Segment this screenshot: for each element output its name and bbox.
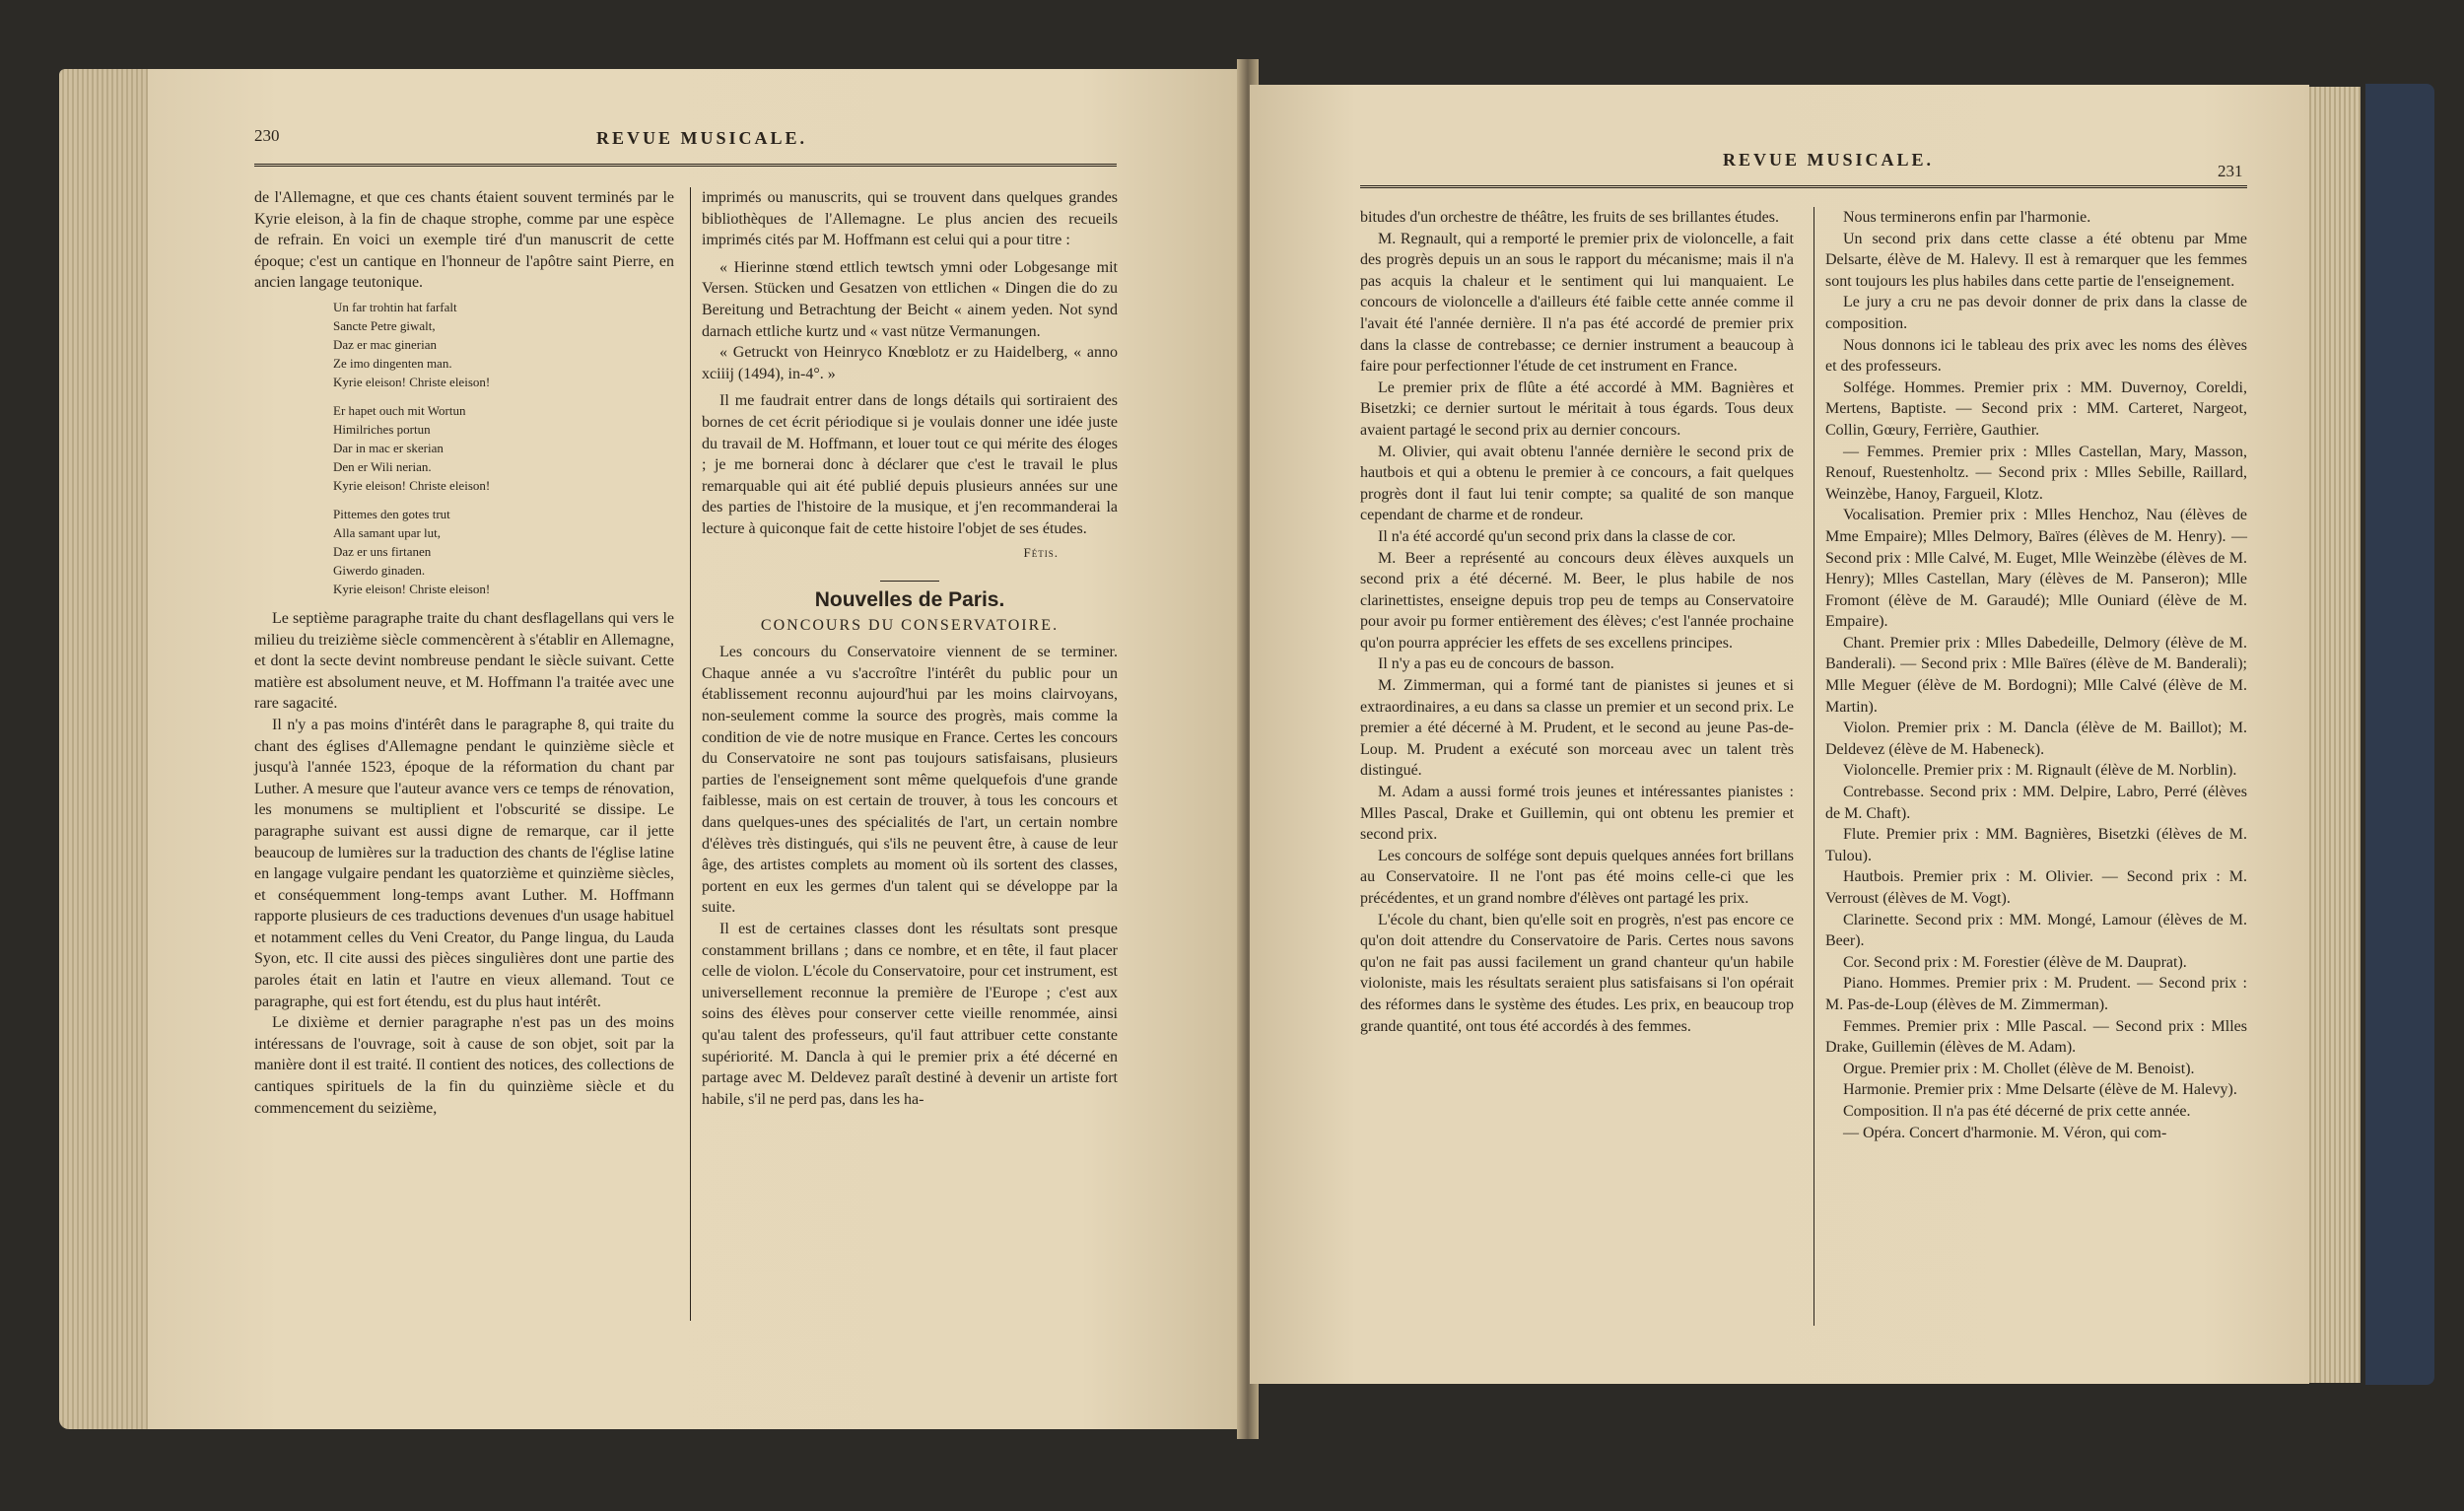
left-column-1	[254, 187, 674, 1119]
quote: « Hierinne stœnd ettlich tewtsch ymni oder Lobgesange mit Versen. Stücken und Gesatzen von ettlichen « Dingen die do zu Bereitung und Betrachtung der Beicht « ainem yeden. Not synd darnach ettliche kurtz und « vast nütze Vermanungen.	[702, 258, 1118, 340]
left-page-edges	[59, 69, 158, 1429]
section-subtitle: CONCOURS DU CONSERVATOIRE.	[760, 616, 1060, 634]
verse-line: Kyrie eleison! Christe eleison!	[333, 477, 491, 493]
paragraph: M. Beer a représenté au concours deux élèves auxquels un second prix a été décerné. M. Beer, le plus habile de nos clarinettistes, enseigne depuis trop peu de temps au Conservatoire pour avoir pu former entièrement des élèves; c'est l'année prochaine qu'on pourra apprécier les effets de ses excellens principes.	[1360, 549, 1794, 652]
paragraph: M. Regnault, qui a remporté le premier prix de violoncelle, a fait des progrès depuis un an sous le rapport du mécanisme; mais il n'a pas acquis la chaleur et le sentiment qui lui manquaient. Le concours de violoncelle a d'ailleurs été faible cette année comme il l'avait été l'année dernière. Il n'a pas été accordé de premier prix dans la classe de contrebasse; ce dernier instrument a beaucoup à faire pour perfectionner l'étude de cet instrument en France.	[1360, 230, 1794, 376]
verse-line: Daz er uns firtanen	[333, 543, 432, 559]
prize-entry: Cor. Second prix : M. Forestier (élève de M. Dauprat).	[1843, 953, 2187, 971]
prize-entry: Clarinette. Second prix : MM. Mongé, Lamour (élèves de M. Beer).	[1825, 911, 2247, 950]
paragraph: Le dixième et dernier paragraphe n'est pas un des moins intéressans de l'ouvrage, soit à cause de son objet, soit par la manière dont il est traité. Il contient des notices, des collections de cantiques spirituels de la fin du quinzième siècle et du commencement du seizième,	[254, 1014, 674, 1117]
prize-entry: Contrebasse. Second prix : MM. Delpire, Labro, Perré (élèves de M. Chaft).	[1825, 784, 2247, 822]
paragraph: Le jury a cru ne pas devoir donner de prix dans la classe de composition.	[1825, 294, 2247, 332]
right-column-1	[1360, 207, 1794, 1037]
section-title: Nouvelles de Paris.	[814, 588, 1005, 612]
prize-entry: Violon. Premier prix : M. Dancla (élève de M. Baillot); M. Deldevez (élève de M. Habeneck).	[1825, 720, 2247, 758]
verse-line: Alla samant upar lut,	[333, 524, 442, 540]
paragraph: M. Olivier, qui avait obtenu l'année dernière le second prix de hautbois et qui a obtenu le premier à ce concours, a fait quelques progrès dont il faut lui tenir compte; sa qualité de son manque cependant de charme et de rondeur.	[1360, 443, 1794, 524]
prize-entry: Solfége. Hommes. Premier prix : MM. Duvernoy, Coreldi, Mertens, Baptiste. — Second prix : MM. Carteret, Nargeot, Collin, Gœury, Ferrière, Gauthier.	[1825, 378, 2247, 439]
left-column-rule	[690, 187, 691, 1321]
prize-entry: — Opéra. Concert d'harmonie. M. Véron, qui com-	[1843, 1124, 2167, 1141]
signature: Fétis.	[1023, 544, 1059, 560]
verse-line: Kyrie eleison! Christe eleison!	[333, 581, 491, 596]
right-page-edges	[2301, 87, 2361, 1383]
prize-entry: Harmonie. Premier prix : Mme Delsarte (élève de M. Halevy).	[1843, 1081, 2237, 1099]
verse-line: Sancte Petre giwalt,	[333, 317, 436, 333]
paragraph: Il n'y a pas moins d'intérêt dans le paragraphe 8, qui traite du chant des églises d'Allemagne pendant le quinzième siècle et jusqu'à l'année 1523, époque de la réformation du chant par Luther. A mesure que l'auteur avance vers ce temps de rénovation, les monumens se multiplient et l'obscurité se dissipe. Le paragraphe suivant est aussi digne de remarque, car il jette beaucoup de lumières sur la traduction des chants de l'église latine en langage vulgaire pendant les quatorzième et quinzième siècles, et conséquemment long-temps avant Luther. M. Hoffmann rapporte plusieurs de ces traductions devenues d'un usage habituel et notamment celles du Veni Creator, du Pange lingua, du Lauda Syon, etc. Il cite aussi des pièces singulières dont une partie des paroles était en latin et l'autre en vieux allemand. Tout ce paragraphe, qui est fort étendu, est du plus haut intérêt.	[254, 716, 674, 1010]
left-page-number: 230	[254, 126, 280, 145]
verse-line: Den er Wili nerian.	[333, 458, 432, 474]
left-column-2	[702, 187, 1118, 1110]
paragraph: Nous terminerons enfin par l'harmonie.	[1843, 209, 2091, 226]
verse-line: Giwerdo ginaden.	[333, 562, 426, 578]
paragraph: L'école du chant, bien qu'elle soit en progrès, n'est pas encore ce qu'on doit attendre du Conservatoire de Paris. Certes nous savons qu'on ne fait pas aussi facilement un grand chanteur qu'un habile violoniste, mais les résultats seraient plus satisfaisans si l'on opérait des réformes dans le système des études. Les prix, en beaucoup trop grande quantité, ont tous été accordés à des femmes.	[1360, 911, 1794, 1035]
verse-line: Ze imo dingenten man.	[333, 355, 452, 371]
prize-entry: Violoncelle. Premier prix : M. Rignault (élève de M. Norblin).	[1843, 762, 2237, 780]
prize-entry: Hautbois. Premier prix : M. Olivier. — Second prix : M. Verroust (élèves de M. Vogt).	[1825, 868, 2247, 907]
paragraph: bitudes d'un orchestre de théâtre, les fruits de ses brillantes études.	[1360, 209, 1779, 226]
paragraph: Le septième paragraphe traite du chant desflagellans qui vers le milieu du treizième siècle commencèrent à s'établir en Allemagne, et dont la secte devint nombreuse pendant le siècle suivant. Cette matière est absolument neuve, et M. Hoffmann l'a traitée avec une rare sagacité.	[254, 609, 674, 713]
stanza	[333, 505, 674, 598]
right-column-2	[1825, 207, 2247, 1143]
verse-line: Un far trohtin hat farfalt	[333, 299, 457, 314]
prize-entry: Orgue. Premier prix : M. Chollet (élève de M. Benoist).	[1843, 1060, 2195, 1077]
paragraph: Il est de certaines classes dont les résultats sont presque constamment brillans ; dans ce nombre, et en tête, il faut placer celle de violon. L'école du Conservatoire, pour cet instrument, est universellement reconnue la première de l'Europe ; c'est aux soins des élèves pour conserver cette vieille renommée, ainsi qu'au talent des professeurs, qu'il faut attribuer cette constante supériorité. M. Dancla à qui le premier prix a été décerné en partage avec M. Deldevez paraît destiné à devenir un artiste fort habile, s'il ne perd pas, dans les ha-	[702, 921, 1118, 1108]
prize-entry: — Femmes. Premier prix : Mlles Castellan, Mary, Masson, Renouf, Ruestenholtz. — Second prix : Mlles Sebille, Raillard, Weinzèbe, Hanoy, Fargueil, Klotz.	[1825, 443, 2247, 503]
paragraph: M. Adam a aussi formé trois jeunes et intéressantes pianistes : Mlles Pascal, Drake et Guillemin, qui ont obtenu les premier et second prix.	[1360, 784, 1794, 844]
paragraph: Nous donnons ici le tableau des prix avec les noms des élèves et des professeurs.	[1825, 336, 2247, 376]
verse-line: Dar in mac er skerian	[333, 440, 444, 455]
left-running-title: REVUE MUSICALE.	[596, 128, 808, 148]
prize-entry: Femmes. Premier prix : Mlle Pascal. — Second prix : Mlles Drake, Guillemin (élèves de M. Adam).	[1825, 1017, 2247, 1057]
paragraph: Les concours de solfége sont depuis quelques années fort brillans au Conservatoire. Il ne l'ont pas été moins celle-ci que les précédentes, et un grand nombre d'élèves ont partagé les prix.	[1360, 847, 1794, 907]
prize-entry: Piano. Hommes. Premier prix : M. Prudent. — Second prix : M. Pas-de-Loup (élèves de M. Zimmerman).	[1825, 975, 2247, 1013]
paragraph: Le premier prix de flûte a été accordé à MM. Bagnières et Bisetzki; ce dernier surtout le méritait à tous égards. Tous deux avaient partagé le second prix au dernier concours.	[1360, 378, 1794, 439]
left-header-rule	[254, 164, 1117, 167]
verse-line: Kyrie eleison! Christe eleison!	[333, 374, 491, 389]
stanza	[333, 298, 674, 391]
verse-line: Himilriches portun	[333, 421, 431, 437]
paragraph: Il me faudrait entrer dans de longs détails qui sortiraient des bornes de cet écrit périodique si je voulais donner une idée juste du travail de M. Hoffmann, et louer tout ce qui mérite des éloges ; je me bornerai donc à déclarer que c'est le travail le plus remarquable qui ait été publié depuis plusieurs années sur une des parties de l'histoire de la musique, et j'en recommanderai la lecture à quiconque fait de cette histoire l'objet de ses études.	[702, 392, 1118, 537]
verse-line: Pittemes den gotes trut	[333, 506, 450, 521]
right-running-title: REVUE MUSICALE.	[1723, 150, 1935, 170]
verse-line: Daz er mac ginerian	[333, 336, 438, 352]
paragraph: imprimés ou manuscrits, qui se trouvent dans quelques grandes bibliothèques de l'Allemagne. Le plus ancien des recueils imprimés cités par M. Hoffmann est celui qui a pour titre :	[702, 189, 1118, 249]
paragraph: M. Zimmerman, qui a formé tant de pianistes si jeunes et si extraordinaires, a eu dans sa classe un premier et un second prix. Le premier a été décerné à M. Prudent, et le second au jeune Pas-de-Loup. M. Prudent a exécuté son morceau avec un talent très distingué.	[1360, 677, 1794, 780]
section-divider	[880, 581, 939, 582]
stanza	[333, 401, 674, 495]
paragraph: Les concours du Conservatoire viennent de se terminer. Chaque année a vu s'accroître l'intérêt du public pour un établissement reconnu aujourd'hui par les moins clairvoyans, non-seulement comme la source des progrès, mais comme la condition de vie de notre musique en France. Certes les concours du Conservatoire ne sont pas toujours satisfaisans, plusieurs parties de l'enseignement sont même quelquefois d'une grande faiblesse, mais on est certain de trouver, à tous les concours et dans quelques-unes des spécialités de l'art, un certain nombre d'élèves très distingués, qui s'ils ne peuvent être, à cause de leur âge, des artistes complets au moment où ils sortent des classes, portent en eux les germes d'un talent qui se développe par la suite.	[702, 644, 1118, 917]
paragraph: de l'Allemagne, et que ces chants étaient souvent terminés par le Kyrie eleison, à la fin de chaque strophe, comme par une espèce de refrain. En voici un exemple tiré d'un manuscrit de cette époque; c'est un cantique en l'honneur de l'apôtre saint Pierre, en ancien langage teutonique.	[254, 189, 674, 292]
right-page-number: 231	[2218, 162, 2243, 180]
prize-entry: Composition. Il n'a pas été décerné de prix cette année.	[1843, 1102, 2191, 1120]
paragraph: Il n'a été accordé qu'un second prix dans la classe de cor.	[1378, 527, 1736, 545]
paragraph: Il n'y a pas eu de concours de basson.	[1378, 655, 1614, 673]
right-header-rule	[1360, 185, 2247, 188]
verse-line: Er hapet ouch mit Wortun	[333, 402, 466, 418]
prize-entry: Vocalisation. Premier prix : Mlles Henchoz, Nau (élèves de Mme Empaire); Mlles Delmory, Baïres (élèves de M. Henry). — Second prix : Mlle Calvé, M. Euget, Mlle Weinzèbe (élèves de M. Henry); Mlles Castellan, Mary (élèves de M. Panseron); Mlle Fromont (élève de M. Garaudé); Mlle Ouniard (élève de M. Empaire).	[1825, 507, 2247, 631]
verse-block	[333, 298, 674, 598]
right-cover	[2365, 84, 2434, 1385]
prize-entry: Chant. Premier prix : Mlles Dabedeille, Delmory (élève de M. Banderali). — Second prix : Mlle Baïres (élève de M. Banderali); Mlle Meguer (élève de M. Bordogni); Mlle Calvé (élève de M. Martin).	[1825, 634, 2247, 716]
quote: « Getruckt von Heinryco Knœblotz er zu Haidelberg, « anno xciiij (1494), in-4°. »	[702, 344, 1118, 382]
paragraph: Un second prix dans cette classe a été obtenu par Mme Delsarte, élève de M. Halevy. Il est à remarquer que les femmes sont toujours les plus habiles dans cette partie de l'enseignement.	[1825, 230, 2247, 290]
prize-entry: Flute. Premier prix : MM. Bagnières, Bisetzki (élèves de M. Tulou).	[1825, 826, 2247, 864]
